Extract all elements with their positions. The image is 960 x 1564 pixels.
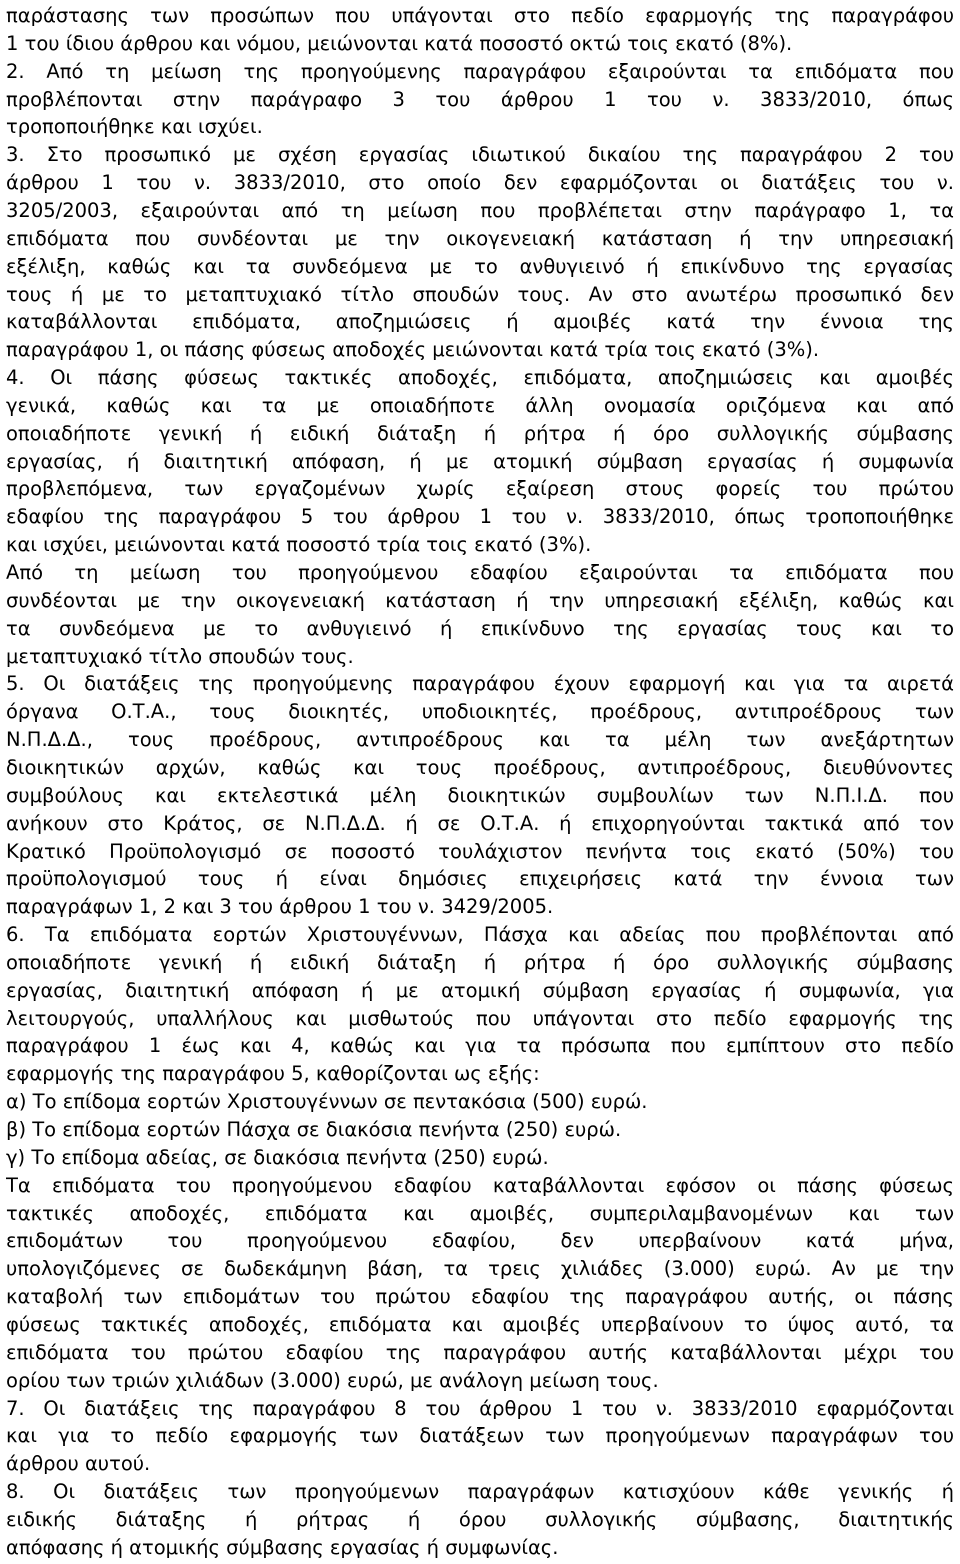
text-line: 8. Οι διατάξεις των προηγούμενων παραγράφων κατισχύουν κάθε γενικής ή (6, 1480, 954, 1504)
text-line: ορίου των τριών χιλιάδων (3.000) ευρώ, με ανάλογη μείωση τους. (6, 1368, 659, 1392)
text-line: εργασίας, διαιτητική απόφαση ή με ατομική σύμβαση εργασίας ή συμφωνία, για (6, 978, 954, 1002)
text-line: 2. Από τη μείωση της προηγούμενης παραγράφου εξαιρούνται τα επιδόματα που (6, 59, 954, 83)
text-line: λειτουργούς, υπαλλήλους και μισθωτούς που υπάγονται στο πεδίο εφαρμογής της (6, 1006, 954, 1030)
text-line: 1 του ίδιου άρθρου και νόμου, μειώνονται κατά ποσοστό οκτώ τοις εκατό (8%). (6, 31, 793, 55)
text-line: οποιαδήποτε γενική ή ειδική διάταξη ή ρήτρα ή όρο συλλογικής σύμβασης (6, 421, 954, 445)
text-line: συμβούλους και εκτελεστικά μέλη διοικητικών συμβουλίων των Ν.Π.Ι.Δ. που (6, 783, 954, 807)
text-line: εδαφίου της παραγράφου 5 του άρθρου 1 του ν. 3833/2010, όπως τροποποιήθηκε (6, 505, 954, 529)
text-line: προβλεπόμενα, των εργαζομένων χωρίς εξαίρεση στους φορείς του πρώτου (6, 477, 954, 501)
text-line: και για το πεδίο εφαρμογής των διατάξεων των προηγούμενων παραγράφων του (6, 1424, 954, 1448)
text-line: τακτικές αποδοχές, επιδόματα και αμοιβές, συμπεριλαμβανομένων και των (6, 1201, 954, 1225)
text-line: Κρατικό Προϋπολογισμό σε ποσοστό τουλάχιστον πενήντα τοις εκατό (50%) του (6, 839, 954, 863)
text-line: γ) Το επίδομα αδείας, σε διακόσια πενήντα (250) ευρώ. (6, 1145, 549, 1169)
text-line: καταβολή των επιδομάτων του πρώτου εδαφίου της παραγράφου αυτής, οι πάσης (6, 1285, 954, 1309)
text-line: παραγράφων 1, 2 και 3 του άρθρου 1 του ν. 3429/2005. (6, 895, 554, 919)
text-line: επιδόματα που συνδέονται με την οικογενειακή κατάσταση ή την υπηρεσιακή (6, 226, 954, 250)
text-line: οποιαδήποτε γενική ή ειδική διάταξη ή ρήτρα ή όρο συλλογικής σύμβασης (6, 950, 954, 974)
text-line: εξέλιξη, καθώς και τα συνδεόμενα με το ανθυγιεινό ή επικίνδυνο της εργασίας (6, 254, 954, 278)
text-line: Από τη μείωση του προηγούμενου εδαφίου εξαιρούνται τα επιδόματα που (6, 561, 954, 584)
text-line: παράστασης των προσώπων που υπάγονται στο πεδίο εφαρμογής της παραγράφου (6, 4, 954, 27)
text-line: επιδόματα του πρώτου εδαφίου της παραγράφου αυτής καταβάλλονται μέχρι του (6, 1340, 954, 1364)
text-line: εργασίας, ή διαιτητική απόφαση, ή με ατομική σύμβαση εργασίας ή συμφωνία (6, 449, 954, 473)
text-line: 3. Στο προσωπικό με σχέση εργασίας ιδιωτικού δικαίου της παραγράφου 2 του (6, 143, 954, 167)
text-line: συνδέονται με την οικογενειακή κατάσταση ή την υπηρεσιακή εξέλιξη, καθώς και (6, 588, 954, 612)
text-line: 5. Οι διατάξεις της προηγούμενης παραγράφου έχουν εφαρμογή και για τα αιρετά (6, 672, 954, 696)
text-line: ανήκουν στο Κράτος, σε Ν.Π.Δ.Δ. ή σε Ο.Τ.Α. ή επιχορηγούνται τακτικά από τον (6, 811, 954, 835)
text-line: διοικητικών αρχών, καθώς και τους προέδρους, αντιπροέδρους, διευθύνοντες (6, 755, 954, 779)
text-line: προβλέπονται στην παράγραφο 3 του άρθρου 1 του ν. 3833/2010, όπως (6, 87, 954, 111)
text-line: Ν.Π.Δ.Δ., τους προέδρους, αντιπροέδρους και τα μέλη των ανεξάρτητων (6, 728, 954, 752)
text-line: άρθρου 1 του ν. 3833/2010, στο οποίο δεν εφαρμόζονται οι διατάξεις του ν. (6, 171, 954, 195)
text-line: 4. Οι πάσης φύσεως τακτικές αποδοχές, επιδόματα, αποζημιώσεις και αμοιβές (6, 366, 954, 390)
text-line: απόφασης ή ατομικής σύμβασης εργασίας ή συμφωνίας. (6, 1535, 559, 1559)
text-line: προϋπολογισμού τους ή είναι δημόσιες επιχειρήσεις κατά την έννοια των (6, 867, 954, 891)
text-line: τροποποιήθηκε και ισχύει. (6, 115, 263, 139)
text-line: Τα επιδόματα του προηγούμενου εδαφίου καταβάλλονται εφόσον οι πάσης φύσεως (6, 1173, 954, 1197)
text-line: επιδομάτων του προηγούμενου εδαφίου, δεν υπερβαίνουν κατά μήνα, (6, 1229, 954, 1253)
text-line: ειδικής διάταξης ή ρήτρας ή όρου συλλογικής σύμβασης, διαιτητικής (6, 1507, 954, 1531)
text-line: άρθρου αυτού. (6, 1452, 151, 1476)
text-line: υπολογιζόμενες σε δωδεκάμηνη βάση, τα τρεις χιλιάδες (3.000) ευρώ. Αν με την (6, 1257, 954, 1281)
text-line: εφαρμογής της παραγράφου 5, καθορίζονται ως εξής: (6, 1062, 540, 1086)
text-line: παραγράφου 1, οι πάσης φύσεως αποδοχές μειώνονται κατά τρία τοις εκατό (3%). (6, 338, 820, 362)
text-line: β) Το επίδομα εορτών Πάσχα σε διακόσια πενήντα (250) ευρώ. (6, 1118, 622, 1141)
text-line: 6. Τα επιδόματα εορτών Χριστουγέννων, Πάσχα και αδείας που προβλέπονται από (6, 923, 954, 947)
text-line: 3205/2003, εξαιρούνται από τη μείωση που προβλέπεται στην παράγραφο 1, τα (6, 198, 954, 222)
text-line: φύσεως τακτικές αποδοχές, επιδόματα και αμοιβές υπερβαίνουν το ύψος αυτό, τα (6, 1312, 954, 1336)
text-line: όργανα Ο.Τ.Α., τους διοικητές, υποδιοικητές, προέδρους, αντιπροέδρους των (6, 700, 954, 724)
text-line: παραγράφου 1 έως και 4, καθώς και για τα πρόσωπα που εμπίπτουν στο πεδίο (6, 1034, 954, 1058)
text-line: και ισχύει, μειώνονται κατά ποσοστό τρία τοις εκατό (3%). (6, 533, 592, 557)
text-line: α) Το επίδομα εορτών Χριστουγέννων σε πεντακόσια (500) ευρώ. (6, 1090, 648, 1114)
text-line: τους ή με το μεταπτυχιακό τίτλο σπουδών τους. Αν στο ανωτέρω προσωπικό δεν (6, 282, 954, 306)
text-line: καταβάλλονται επιδόματα, αποζημιώσεις ή αμοιβές κατά την έννοια της (6, 310, 954, 334)
text-line: 7. Οι διατάξεις της παραγράφου 8 του άρθρου 1 του ν. 3833/2010 εφαρμόζονται (6, 1396, 954, 1420)
text-line: τα συνδεόμενα με το ανθυγιεινό ή επικίνδυνο της εργασίας τους και το (6, 616, 954, 640)
text-line: γενικά, καθώς και τα με οποιαδήποτε άλλη ονομασία οριζόμενα και από (6, 393, 954, 417)
text-line: μεταπτυχιακό τίτλο σπουδών τους. (6, 644, 354, 668)
